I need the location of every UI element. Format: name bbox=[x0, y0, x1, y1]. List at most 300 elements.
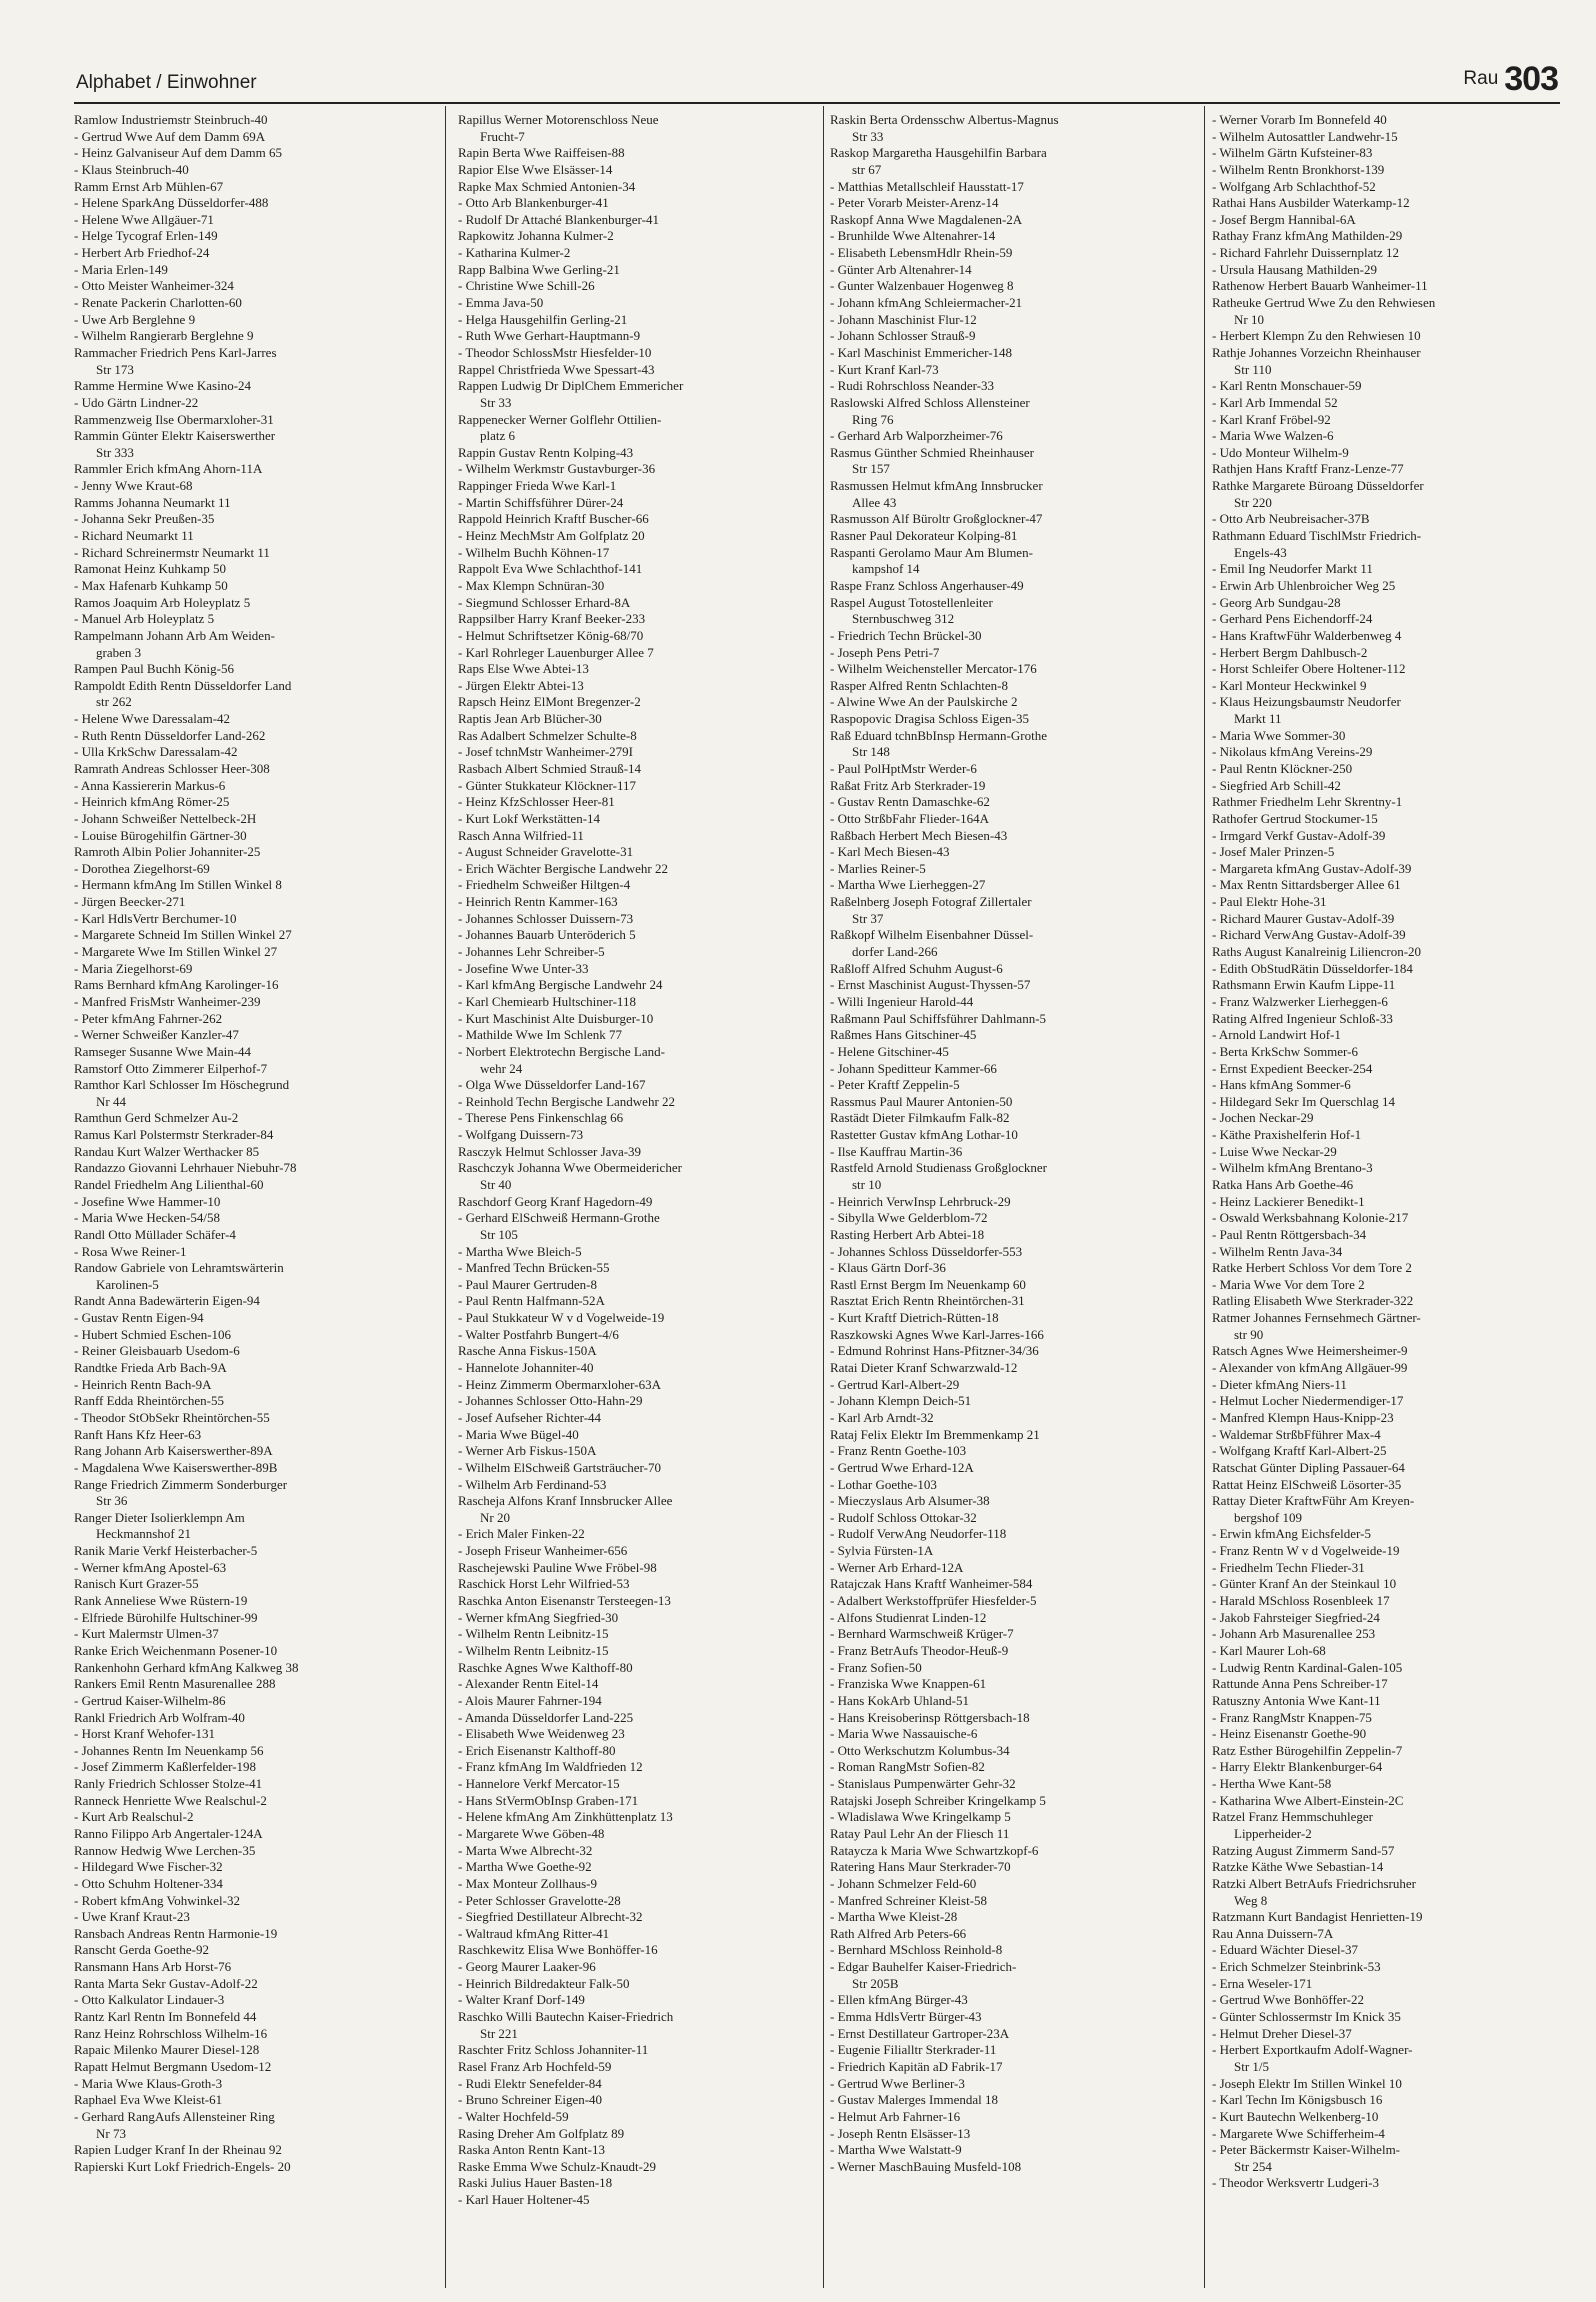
entry-continuation: str 10 bbox=[852, 1177, 882, 1192]
directory-entry: - Waltraud kfmAng Ritter-41 bbox=[458, 1925, 610, 1941]
directory-entry: - Franz BetrAufs Theodor-Heuß-9 bbox=[830, 1642, 1009, 1658]
directory-entry: - Erich Wächter Bergische Landwehr 22 bbox=[458, 860, 668, 876]
directory-entry: Rath Alfred Arb Peters-66 bbox=[830, 1925, 967, 1941]
directory-entry: - Manfred Techn Brücken-55 bbox=[458, 1260, 610, 1276]
directory-entry: Rasper Alfred Rentn Schlachten-8 bbox=[830, 677, 1008, 693]
entry-continuation: kampshof 14 bbox=[852, 561, 920, 577]
directory-entry: Rapillus Werner Motorenschloss Neue bbox=[458, 112, 659, 127]
directory-entry: - Karl HdlsVertr Berchumer-10 bbox=[74, 910, 237, 926]
directory-entry: - Kurt Malermstr Ulmen-37 bbox=[74, 1626, 219, 1642]
directory-entry: - Paul Elektr Hohe-31 bbox=[1212, 894, 1327, 910]
directory-entry: - Max Monteur Zollhaus-9 bbox=[458, 1875, 598, 1891]
directory-entry: - Dieter kfmAng Niers-11 bbox=[1212, 1376, 1347, 1392]
directory-entry: - Josefine Wwe Unter-33 bbox=[458, 960, 589, 976]
directory-entry: - Ilse Kauffrau Martin-36 bbox=[830, 1143, 963, 1159]
directory-entry: - Walter Postfahrb Bungert-4/6 bbox=[458, 1326, 619, 1342]
directory-entry: - Maria Wwe Hecken-54/58 bbox=[74, 1210, 220, 1226]
directory-entry: Raszkowski Agnes Wwe Karl-Jarres-166 bbox=[830, 1326, 1044, 1342]
directory-entry: Rampoldt Edith Rentn Düsseldorfer Land bbox=[74, 677, 292, 693]
directory-entry: - Jenny Wwe Kraut-68 bbox=[74, 478, 193, 494]
directory-entry: Rasztat Erich Rentn Rheintörchen-31 bbox=[830, 1293, 1025, 1309]
directory-entry: Rank Anneliese Wwe Rüstern-19 bbox=[74, 1593, 248, 1609]
directory-entry: Ranta Marta Sekr Gustav-Adolf-22 bbox=[74, 1975, 258, 1991]
directory-entry: - Karl kfmAng Bergische Landwehr 24 bbox=[458, 977, 663, 993]
entry-continuation: Str 173 bbox=[96, 361, 134, 377]
directory-entry: - Eugenie Filialltr Sterkrader-11 bbox=[830, 2042, 997, 2058]
directory-entry: - Roman RangMstr Sofien-82 bbox=[830, 1759, 985, 1775]
directory-entry: - Heinrich Rentn Kammer-163 bbox=[458, 894, 618, 910]
directory-entry: - Bruno Schreiner Eigen-40 bbox=[458, 2092, 603, 2108]
directory-entry: - Stanislaus Pumpenwärter Gehr-32 bbox=[830, 1776, 1016, 1792]
directory-entry: Rastetter Gustav kfmAng Lothar-10 bbox=[830, 1127, 1018, 1143]
directory-entry: - Paul PolHptMstr Werder-6 bbox=[830, 760, 977, 776]
directory-entry: - Herbert Klempn Zu den Rehwiesen 10 bbox=[1212, 328, 1421, 344]
directory-entry: - Elisabeth LebensmHdlr Rhein-59 bbox=[830, 245, 1013, 261]
directory-entry: - Hans Kreisoberinsp Röttgersbach-18 bbox=[830, 1709, 1030, 1725]
directory-entry: - Herbert Exportkaufm Adolf-Wagner- bbox=[1212, 2042, 1413, 2058]
directory-entry: Ramstorf Otto Zimmerer Eilperhof-7 bbox=[74, 1060, 268, 1076]
directory-entry: - Wilhelm Werkmstr Gustavburger-36 bbox=[458, 461, 656, 477]
directory-entry: - Helge Tycograf Erlen-149 bbox=[74, 228, 218, 244]
directory-entry: - Gustav Rentn Eigen-94 bbox=[74, 1310, 204, 1326]
directory-entry: Raschczyk Johanna Wwe Obermeidericher bbox=[458, 1160, 682, 1176]
directory-entry: Raslowski Alfred Schloss Allensteiner bbox=[830, 394, 1030, 410]
directory-entry: Rampelmann Johann Arb Am Weiden- bbox=[74, 627, 275, 643]
directory-entry: - Peter Bäckermstr Kaiser-Wilhelm- bbox=[1212, 2142, 1401, 2158]
directory-entry: Ratmer Johannes Fernsehmech Gärtner- bbox=[1212, 1310, 1421, 1326]
directory-entry: - Wilhelm Arb Ferdinand-53 bbox=[458, 1476, 607, 1492]
entry-continuation: Str 1/5 bbox=[1234, 2058, 1270, 2074]
directory-entry: Raphael Eva Wwe Kleist-61 bbox=[74, 2092, 223, 2108]
directory-entry: - Maria Wwe Bügel-40 bbox=[458, 1426, 579, 1442]
entry-continuation: Str 221 bbox=[480, 2025, 518, 2041]
directory-entry: - Martha Wwe Goethe-92 bbox=[458, 1859, 592, 1875]
directory-entry: - Alwine Wwe An der Paulskirche 2 bbox=[830, 694, 1018, 710]
directory-entry: - Irmgard Verkf Gustav-Adolf-39 bbox=[1212, 827, 1386, 843]
directory-entry: - Otto Meister Wanheimer-324 bbox=[74, 278, 234, 294]
directory-entry: - Johannes Schlosser Otto-Hahn-29 bbox=[458, 1393, 643, 1409]
directory-entry: - Ellen kfmAng Bürger-43 bbox=[830, 1992, 968, 2008]
directory-entry: - Karl Monteur Heckwinkel 9 bbox=[1212, 677, 1367, 693]
directory-entry: - Gerhard Arb Walporzheimer-76 bbox=[830, 428, 1003, 444]
directory-entry: - Käthe Praxishelferin Hof-1 bbox=[1212, 1127, 1362, 1143]
directory-entry: Rantz Karl Rentn Im Bonnefeld 44 bbox=[74, 2009, 257, 2025]
entry-continuation: Heckmannshof 21 bbox=[96, 1526, 191, 1542]
directory-entry: - Manfred FrisMstr Wanheimer-239 bbox=[74, 993, 261, 1009]
directory-entry: - Gertrud Wwe Erhard-12A bbox=[830, 1459, 974, 1475]
directory-entry: - Richard VerwAng Gustav-Adolf-39 bbox=[1212, 927, 1406, 943]
directory-entry: - Hans KraftwFühr Walderbenweg 4 bbox=[1212, 627, 1402, 643]
directory-entry: Raps Else Wwe Abtei-13 bbox=[458, 661, 589, 677]
directory-entry: - Sibylla Wwe Gelderblom-72 bbox=[830, 1210, 988, 1226]
directory-entry: - Adalbert Werkstoffprüfer Hiesfelder-5 bbox=[830, 1593, 1037, 1609]
directory-entry: - Maria Wwe Nassauische-6 bbox=[830, 1726, 978, 1742]
directory-entry: - Margarete Wwe Im Stillen Winkel 27 bbox=[74, 944, 278, 960]
directory-entry: - Wilhelm Buchh Köhnen-17 bbox=[458, 544, 610, 560]
directory-entry: - Wilhelm kfmAng Brentano-3 bbox=[1212, 1160, 1373, 1176]
directory-entry: - Johann Schmelzer Feld-60 bbox=[830, 1875, 977, 1891]
directory-entry: - Max Hafenarb Kuhkamp 50 bbox=[74, 577, 228, 593]
directory-entry: - Kurt Kranf Karl-73 bbox=[830, 361, 939, 377]
directory-entry: Rasmusson Alf Büroltr Großglockner-47 bbox=[830, 511, 1043, 527]
directory-entry: - Joseph Pens Petri-7 bbox=[830, 644, 940, 660]
directory-entry: - Anna Kassiererin Markus-6 bbox=[74, 777, 226, 793]
directory-entry: Ramm Ernst Arb Mühlen-67 bbox=[74, 178, 224, 194]
directory-entry: - Franz Sofien-50 bbox=[830, 1659, 922, 1675]
directory-entry: Rapior Else Wwe Elsässer-14 bbox=[458, 161, 613, 177]
directory-entry: Randau Kurt Walzer Werthacker 85 bbox=[74, 1143, 260, 1159]
directory-entry: - Gertrud Wwe Auf dem Damm 69A bbox=[74, 128, 266, 144]
directory-entry: - Jakob Fahrsteiger Siegfried-24 bbox=[1212, 1609, 1380, 1625]
directory-entry: - Erich Schmelzer Steinbrink-53 bbox=[1212, 1959, 1381, 1975]
directory-entry: Rattat Heinz ElSchweiß Lösorter-35 bbox=[1212, 1476, 1402, 1492]
directory-entry: - Katharina Wwe Albert-Einstein-2C bbox=[1212, 1792, 1404, 1808]
column-divider bbox=[1204, 106, 1205, 2288]
directory-entry: - Ursula Hausang Mathilden-29 bbox=[1212, 261, 1377, 277]
directory-entry: Rapien Ludger Kranf In der Rheinau 92 bbox=[74, 2142, 282, 2158]
directory-entry: - Heinrich Rentn Bach-9A bbox=[74, 1376, 212, 1392]
directory-entry: Randl Otto Müllader Schäfer-4 bbox=[74, 1226, 236, 1242]
entry-continuation: Frucht-7 bbox=[480, 128, 525, 144]
directory-entry: Ransmann Hans Arb Horst-76 bbox=[74, 1959, 232, 1975]
directory-entry: - Josef Zimmerm Kaßlerfelder-198 bbox=[74, 1759, 257, 1775]
directory-entry: - Luise Wwe Neckar-29 bbox=[1212, 1143, 1337, 1159]
directory-entry: - Klaus Heizungsbaumstr Neudorfer bbox=[1212, 694, 1401, 710]
entry-continuation: Nr 44 bbox=[96, 1093, 126, 1109]
entry-continuation: Nr 20 bbox=[480, 1509, 510, 1525]
directory-entry: - Helene Gitschiner-45 bbox=[830, 1043, 949, 1059]
directory-entry: - Wilhelm Weichensteller Mercator-176 bbox=[830, 661, 1037, 677]
directory-entry: Raßmann Paul Schiffsführer Dahlmann-5 bbox=[830, 1010, 1047, 1026]
entry-continuation: Str 254 bbox=[1234, 2158, 1272, 2174]
directory-entry: Raßelnberg Joseph Fotograf Zillertaler bbox=[830, 894, 1032, 910]
directory-entry: Rapke Max Schmied Antonien-34 bbox=[458, 178, 636, 194]
directory-entry: Ratay Paul Lehr An der Fliesch 11 bbox=[830, 1825, 1010, 1841]
directory-entry: - Emma HdlsVertr Bürger-43 bbox=[830, 2009, 982, 2025]
directory-entry: - Elfriede Bürohilfe Hultschiner-99 bbox=[74, 1609, 258, 1625]
directory-entry: - Waldemar StrßbFführer Max-4 bbox=[1212, 1426, 1381, 1442]
directory-entry: - Ludwig Rentn Kardinal-Galen-105 bbox=[1212, 1659, 1403, 1675]
directory-entry: - Harald MSchloss Rosenbleek 17 bbox=[1212, 1593, 1390, 1609]
directory-entry: - Heinz Zimmerm Obermarxloher-63A bbox=[458, 1376, 661, 1392]
directory-entry: - Hermann kfmAng Im Stillen Winkel 8 bbox=[74, 877, 282, 893]
directory-entry: Range Friedrich Zimmerm Sonderburger bbox=[74, 1476, 288, 1492]
directory-entry: - Josef Bergm Hannibal-6A bbox=[1212, 211, 1356, 227]
directory-entry: Ratajczak Hans Kraftf Wanheimer-584 bbox=[830, 1576, 1033, 1592]
directory-entry: Rams Bernhard kfmAng Karolinger-16 bbox=[74, 977, 279, 993]
directory-entry: - Erwin kfmAng Eichsfelder-5 bbox=[1212, 1526, 1371, 1542]
directory-entry: - Heinz Galvaniseur Auf dem Damm 65 bbox=[74, 145, 282, 161]
entry-continuation: platz 6 bbox=[480, 428, 516, 444]
directory-entry: - Georg Arb Sundgau-28 bbox=[1212, 594, 1341, 610]
directory-entry: Rankenhohn Gerhard kfmAng Kalkweg 38 bbox=[74, 1659, 299, 1675]
directory-entry: Ramos Joaquim Arb Holeyplatz 5 bbox=[74, 594, 251, 610]
directory-entry: Rammacher Friedrich Pens Karl-Jarres bbox=[74, 344, 277, 360]
directory-entry: - Richard Fahrlehr Duissernplatz 12 bbox=[1212, 245, 1400, 261]
directory-entry: - Hannelote Johanniter-40 bbox=[458, 1360, 594, 1376]
directory-entry: - Kurt Arb Realschul-2 bbox=[74, 1809, 194, 1825]
directory-entry: - Emil Ing Neudorfer Markt 11 bbox=[1212, 561, 1373, 577]
directory-entry: - Gustav Rentn Damaschke-62 bbox=[830, 794, 990, 810]
directory-entry: - Rudolf Dr Attaché Blankenburger-41 bbox=[458, 211, 659, 227]
directory-entry: Rasch Anna Wilfried-11 bbox=[458, 827, 584, 843]
directory-entry: - Martha Wwe Kleist-28 bbox=[830, 1909, 958, 1925]
directory-entry: Rapsch Heinz ElMont Bregenzer-2 bbox=[458, 694, 641, 710]
entry-continuation: Str 157 bbox=[852, 461, 890, 477]
directory-entry: Rampen Paul Buchh König-56 bbox=[74, 661, 234, 677]
directory-entry: Rappin Gustav Rentn Kolping-43 bbox=[458, 444, 634, 460]
directory-entry: - Olga Wwe Düsseldorfer Land-167 bbox=[458, 1077, 646, 1093]
directory-entry: Rastl Ernst Bergm Im Neuenkamp 60 bbox=[830, 1276, 1026, 1292]
entry-continuation: Ring 76 bbox=[852, 411, 894, 427]
entry-continuation: Str 333 bbox=[96, 444, 134, 460]
header-rule bbox=[74, 102, 1560, 104]
directory-entry: Rasmussen Helmut kfmAng Innsbrucker bbox=[830, 478, 1043, 494]
directory-entry: - Wladislawa Wwe Kringelkamp 5 bbox=[830, 1809, 1011, 1825]
directory-entry: - Rosa Wwe Reiner-1 bbox=[74, 1243, 187, 1259]
directory-entry: - Elisabeth Wwe Weidenweg 23 bbox=[458, 1726, 625, 1742]
directory-entry: Ras Adalbert Schmelzer Schulte-8 bbox=[458, 727, 637, 743]
directory-entry: Rappinger Frieda Wwe Karl-1 bbox=[458, 478, 617, 494]
directory-entry: - Helene kfmAng Am Zinkhüttenplatz 13 bbox=[458, 1809, 673, 1825]
directory-entry: - Rudi Elektr Senefelder-84 bbox=[458, 2075, 602, 2091]
directory-entry: - Werner Arb Fiskus-150A bbox=[458, 1443, 597, 1459]
directory-entry: - Günter Kranf An der Steinkaul 10 bbox=[1212, 1576, 1397, 1592]
directory-entry: Ransbach Andreas Rentn Harmonie-19 bbox=[74, 1925, 278, 1941]
directory-entry: - Gertrud Karl-Albert-29 bbox=[830, 1376, 960, 1392]
directory-entry: - Werner MaschBauing Musfeld-108 bbox=[830, 2158, 1022, 2174]
directory-entry: Rannow Hedwig Wwe Lerchen-35 bbox=[74, 1842, 256, 1858]
entry-continuation: graben 3 bbox=[96, 644, 142, 660]
directory-entry: - Josef Maler Prinzen-5 bbox=[1212, 844, 1335, 860]
directory-entry: - Paul Stukkateur W v d Vogelweide-19 bbox=[458, 1310, 665, 1326]
directory-entry: Rathenow Herbert Bauarb Wanheimer-11 bbox=[1212, 278, 1428, 294]
directory-entry: - Herbert Arb Friedhof-24 bbox=[74, 245, 210, 261]
directory-entry: Ranno Filippo Arb Angertaler-124A bbox=[74, 1825, 263, 1841]
directory-entry: - Amanda Düsseldorfer Land-225 bbox=[458, 1709, 634, 1725]
entry-continuation: Weg 8 bbox=[1234, 1892, 1268, 1908]
directory-entry: - Alois Maurer Fahrner-194 bbox=[458, 1692, 602, 1708]
directory-entry: Ramlow Industriemstr Steinbruch-40 bbox=[74, 112, 268, 127]
entry-continuation: Str 36 bbox=[96, 1493, 128, 1509]
directory-entry: - Gunter Walzenbauer Hogenweg 8 bbox=[830, 278, 1014, 294]
directory-entry: Rappsilber Harry Kranf Beeker-233 bbox=[458, 611, 646, 627]
directory-entry: Rathsmann Erwin Kaufm Lippe-11 bbox=[1212, 977, 1396, 993]
directory-entry: - Mathilde Wwe Im Schlenk 77 bbox=[458, 1027, 623, 1043]
directory-entry: Rankers Emil Rentn Masurenallee 288 bbox=[74, 1676, 276, 1692]
directory-entry: - Oswald Werksbahnang Kolonie-217 bbox=[1212, 1210, 1409, 1226]
directory-entry: Rassmus Paul Maurer Antonien-50 bbox=[830, 1093, 1013, 1109]
directory-entry: - Louise Bürogehilfin Gärtner-30 bbox=[74, 827, 247, 843]
directory-entry: Rathke Margarete Büroang Düsseldorfer bbox=[1212, 478, 1424, 494]
directory-entry: - Edmund Rohrinst Hans-Pfitzner-34/36 bbox=[830, 1343, 1039, 1359]
directory-entry: Rappolt Eva Wwe Schlachthof-141 bbox=[458, 561, 643, 577]
directory-entry: - Karl Kranf Fröbel-92 bbox=[1212, 411, 1331, 427]
directory-entry: Raschejewski Pauline Wwe Fröbel-98 bbox=[458, 1559, 657, 1575]
directory-entry: Rasting Herbert Arb Abtei-18 bbox=[830, 1226, 985, 1242]
directory-entry: Ratke Herbert Schloss Vor dem Tore 2 bbox=[1212, 1260, 1412, 1276]
directory-entry: - Gerhard RangAufs Allensteiner Ring bbox=[74, 2108, 275, 2124]
directory-entry: - Ruth Rentn Düsseldorfer Land-262 bbox=[74, 727, 266, 743]
directory-entry: - Werner Schweißer Kanzler-47 bbox=[74, 1027, 239, 1043]
directory-entry: - Maria Wwe Sommer-30 bbox=[1212, 727, 1346, 743]
directory-entry: - Günter Schlossermstr Im Knick 35 bbox=[1212, 2009, 1401, 2025]
directory-entry: Rascheja Alfons Kranf Innsbrucker Allee bbox=[458, 1493, 673, 1509]
directory-entry: Raske Emma Wwe Schulz-Knaudt-29 bbox=[458, 2158, 656, 2174]
directory-entry: Raß Eduard tchnBbInsp Hermann-Grothe bbox=[830, 727, 1047, 743]
directory-entry: Rataj Felix Elektr Im Bremmenkamp 21 bbox=[830, 1426, 1040, 1442]
entry-continuation: Str 220 bbox=[1234, 494, 1272, 510]
directory-column-4 bbox=[1212, 112, 1560, 2292]
directory-entry: - Josefine Wwe Hammer-10 bbox=[74, 1193, 221, 1209]
directory-entry: - Edith ObStudRätin Düsseldorfer-184 bbox=[1212, 960, 1413, 976]
directory-entry: Randt Anna Badewärterin Eigen-94 bbox=[74, 1293, 260, 1309]
directory-entry: Rapatt Helmut Bergmann Usedom-12 bbox=[74, 2058, 272, 2074]
directory-entry: Raßloff Alfred Schuhm August-6 bbox=[830, 960, 1003, 976]
directory-entry: - Heinz KfzSchlosser Heer-81 bbox=[458, 794, 615, 810]
directory-entry: - Johann Maschinist Flur-12 bbox=[830, 311, 977, 327]
directory-entry: Rattunde Anna Pens Schreiber-17 bbox=[1212, 1676, 1388, 1692]
directory-entry: - Paul Rentn Klöckner-250 bbox=[1212, 760, 1353, 776]
directory-entry: Randel Friedhelm Ang Lilienthal-60 bbox=[74, 1177, 264, 1192]
directory-entry: - Dorothea Ziegelhorst-69 bbox=[74, 860, 210, 876]
directory-entry: - Rudi Rohrschloss Neander-33 bbox=[830, 378, 995, 394]
directory-entry: - Maria Erlen-149 bbox=[74, 261, 168, 277]
directory-entry: Ramseger Susanne Wwe Main-44 bbox=[74, 1043, 252, 1059]
directory-entry: - Wilhelm ElSchweiß Gartsträucher-70 bbox=[458, 1459, 661, 1475]
directory-entry: - Alfons Studienrat Linden-12 bbox=[830, 1609, 987, 1625]
directory-entry: - Karl Chemiearb Hultschiner-118 bbox=[458, 993, 636, 1009]
directory-entry: Ratzel Franz Hemmschuhleger bbox=[1212, 1809, 1373, 1825]
directory-entry: Ratka Hans Arb Goethe-46 bbox=[1212, 1177, 1354, 1192]
directory-entry: - Max Rentn Sittardsberger Allee 61 bbox=[1212, 877, 1401, 893]
directory-entry: - Ernst Expedient Beecker-254 bbox=[1212, 1060, 1373, 1076]
directory-entry: - Therese Pens Finkenschlag 66 bbox=[458, 1110, 624, 1126]
directory-entry: - Otto Kalkulator Lindauer-3 bbox=[74, 1992, 225, 2008]
section-title: Alphabet / Einwohner bbox=[76, 72, 257, 93]
directory-entry: - Ernst Destillateur Gartroper-23A bbox=[830, 2025, 1010, 2041]
directory-entry: - Helene Wwe Daressalam-42 bbox=[74, 711, 231, 727]
entry-continuation: str 67 bbox=[852, 161, 882, 177]
directory-entry: - Wilhelm Rangierarb Berglehne 9 bbox=[74, 328, 254, 344]
directory-entry: - Kurt Bautechn Welkenberg-10 bbox=[1212, 2108, 1379, 2124]
directory-entry: Ramroth Albin Polier Johanniter-25 bbox=[74, 844, 261, 860]
directory-entry: - Karl Arb Arndt-32 bbox=[830, 1409, 934, 1425]
entry-continuation: Str 205B bbox=[852, 1975, 899, 1991]
directory-entry: - Herbert Bergm Dahlbusch-2 bbox=[1212, 644, 1368, 660]
directory-entry: - Klaus Gärtn Dorf-36 bbox=[830, 1260, 946, 1276]
directory-entry: Rathje Johannes Vorzeichn Rheinhauser bbox=[1212, 344, 1421, 360]
directory-entry: Rappenecker Werner Golflehr Ottilien- bbox=[458, 411, 662, 427]
directory-entry: - Johann Klempn Deich-51 bbox=[830, 1393, 972, 1409]
directory-entry: - Wilhelm Rentn Leibnitz-15 bbox=[458, 1642, 609, 1658]
page-number: 303 bbox=[1504, 60, 1558, 98]
directory-entry: - Uwe Arb Berglehne 9 bbox=[74, 311, 196, 327]
directory-entry: - Joseph Elektr Im Stillen Winkel 10 bbox=[1212, 2075, 1402, 2091]
directory-entry: - Werner Arb Erhard-12A bbox=[830, 1559, 964, 1575]
directory-entry: Raska Anton Rentn Kant-13 bbox=[458, 2142, 605, 2158]
entry-continuation: Lipperheider-2 bbox=[1234, 1825, 1312, 1841]
directory-entry: Rasel Franz Arb Hochfeld-59 bbox=[458, 2058, 612, 2074]
directory-entry: - Helmut Dreher Diesel-37 bbox=[1212, 2025, 1352, 2041]
directory-entry: - Gustav Malerges Immendal 18 bbox=[830, 2092, 998, 2108]
directory-entry: - Johanna Sekr Preußen-35 bbox=[74, 511, 215, 527]
directory-entry: Randtke Frieda Arb Bach-9A bbox=[74, 1360, 227, 1376]
directory-entry: Ranscht Gerda Goethe-92 bbox=[74, 1942, 210, 1958]
directory-entry: - Josef Aufseher Richter-44 bbox=[458, 1409, 602, 1425]
directory-entry: - Nikolaus kfmAng Vereins-29 bbox=[1212, 744, 1373, 760]
directory-entry: - Marlies Reiner-5 bbox=[830, 860, 926, 876]
directory-entry: Raschdorf Georg Kranf Hagedorn-49 bbox=[458, 1193, 653, 1209]
directory-entry: Ratajski Joseph Schreiber Kringelkamp 5 bbox=[830, 1792, 1046, 1808]
directory-entry: Rapp Balbina Wwe Gerling-21 bbox=[458, 261, 620, 277]
directory-entry: - Heinrich kfmAng Römer-25 bbox=[74, 794, 230, 810]
directory-entry: - Berta KrkSchw Sommer-6 bbox=[1212, 1043, 1358, 1059]
directory-entry: - Mieczyslaus Arb Alsumer-38 bbox=[830, 1493, 990, 1509]
directory-entry: - Joseph Rentn Elsässer-13 bbox=[830, 2125, 971, 2141]
directory-entry: - Manfred Schreiner Kleist-58 bbox=[830, 1892, 988, 1908]
directory-entry: - Werner Vorarb Im Bonnefeld 40 bbox=[1212, 112, 1387, 127]
directory-entry: Rappen Ludwig Dr DiplChem Emmericher bbox=[458, 378, 684, 394]
directory-entry: - Uwe Kranf Kraut-23 bbox=[74, 1909, 190, 1925]
directory-entry: - Hildegard Wwe Fischer-32 bbox=[74, 1859, 223, 1875]
directory-entry: - Paul Rentn Röttgersbach-34 bbox=[1212, 1226, 1367, 1242]
directory-entry: - Richard Neumarkt 11 bbox=[74, 528, 194, 544]
directory-entry: - Klaus Steinbruch-40 bbox=[74, 161, 189, 177]
directory-entry: Ranff Edda Rheintörchen-55 bbox=[74, 1393, 224, 1409]
entry-continuation: Sternbuschweg 312 bbox=[852, 611, 955, 627]
directory-entry: - Harry Elektr Blankenburger-64 bbox=[1212, 1759, 1383, 1775]
page-marker bbox=[1463, 60, 1558, 99]
directory-entry: - Gertrud Wwe Bonhöffer-22 bbox=[1212, 1992, 1364, 2008]
directory-entry: - Rudolf Schloss Ottokar-32 bbox=[830, 1509, 977, 1525]
directory-entry: - Wolfgang Arb Schlachthof-52 bbox=[1212, 178, 1376, 194]
directory-entry: - Bernhard Warmschweiß Krüger-7 bbox=[830, 1626, 1014, 1642]
directory-entry: - Gerhard Pens Eichendorff-24 bbox=[1212, 611, 1373, 627]
entry-continuation: bergshof 109 bbox=[1234, 1509, 1303, 1525]
directory-entry: Rappold Heinrich Kraftf Buscher-66 bbox=[458, 511, 649, 527]
directory-entry: Ramus Karl Polstermstr Sterkrader-84 bbox=[74, 1127, 274, 1143]
directory-entry: - Hans StVermObInsp Graben-171 bbox=[458, 1792, 639, 1808]
directory-entry: Rasczyk Helmut Schlosser Java-39 bbox=[458, 1143, 642, 1159]
entry-continuation: Markt 11 bbox=[1234, 711, 1282, 727]
directory-column-2 bbox=[458, 112, 814, 2292]
directory-entry: Ranneck Henriette Wwe Realschul-2 bbox=[74, 1792, 267, 1808]
directory-entry: - Heinz MechMstr Am Golfplatz 20 bbox=[458, 528, 645, 544]
directory-entry: Rapkowitz Johanna Kulmer-2 bbox=[458, 228, 614, 244]
directory-entry: - Wilhelm Rentn Leibnitz-15 bbox=[458, 1626, 609, 1642]
directory-entry: - Eduard Wächter Diesel-37 bbox=[1212, 1942, 1358, 1958]
directory-entry: - Otto Werkschutzm Kolumbus-34 bbox=[830, 1742, 1010, 1758]
directory-entry: - Renate Packerin Charlotten-60 bbox=[74, 295, 242, 311]
directory-entry: Rastfeld Arnold Studienass Großglockner bbox=[830, 1160, 1047, 1176]
directory-entry: Raspanti Gerolamo Maur Am Blumen- bbox=[830, 544, 1033, 560]
directory-entry: Rau Anna Duissern-7A bbox=[1212, 1925, 1334, 1941]
directory-entry: - Horst Schleifer Obere Holtener-112 bbox=[1212, 661, 1406, 677]
directory-entry: Ratai Dieter Kranf Schwarzwald-12 bbox=[830, 1360, 1018, 1376]
directory-entry: - Johann Speditteur Kammer-66 bbox=[830, 1060, 997, 1076]
directory-entry: - Johann Schweißer Nettelbeck-2H bbox=[74, 810, 257, 826]
directory-entry: - Max Klempn Schnüran-30 bbox=[458, 577, 605, 593]
directory-entry: - Horst Kranf Wehofer-131 bbox=[74, 1726, 216, 1742]
directory-entry: Raskin Berta Ordensschw Albertus-Magnus bbox=[830, 112, 1059, 127]
directory-entry: - Erna Weseler-171 bbox=[1212, 1975, 1313, 1991]
directory-entry: - Johannes Schloss Düsseldorfer-553 bbox=[830, 1243, 1023, 1259]
directory-entry: - Karl Maschinist Emmericher-148 bbox=[830, 344, 1013, 360]
directory-entry: - Franziska Wwe Knappen-61 bbox=[830, 1676, 987, 1692]
directory-entry: - Peter Kraftf Zeppelin-5 bbox=[830, 1077, 960, 1093]
directory-entry: - Franz kfmAng Im Waldfrieden 12 bbox=[458, 1759, 643, 1775]
